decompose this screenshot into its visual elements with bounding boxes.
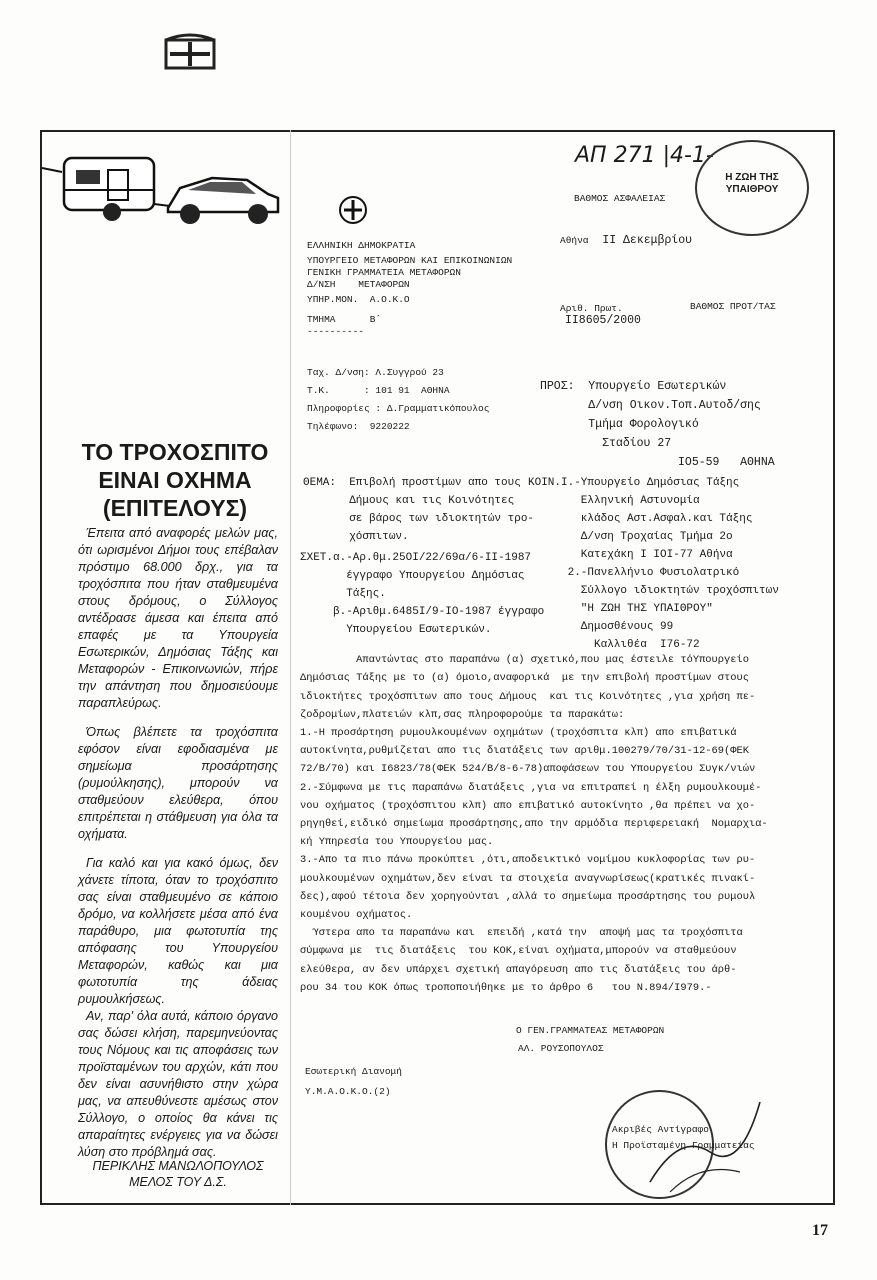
article-paragraph: Έπειτα από αναφορές μελών μας, ότι ωρισμένοι Δήμοι τους επέβαλαν πρόστιμο 68.000 δρχ., για τα τροχόσπιτα που ήταν σταθμευμένα στους δρόμους, ο Σύλλογος αντέδρασε άμεσα και έπειτα από επαφές με τα Υπουργεία Εσωτερικών, Δημόσιας Τάξης και Μεταφορών - Επικοινωνιών, πήρε την απάντηση που δημοσιεύουμε παραπλεύρως. xyxy=(78,526,278,710)
cc-line: Δημοσθένους 99 xyxy=(528,621,674,633)
body-line: νου οχήματος (τροχόσπιτου κλπ) απο επιβατικό αυτοκίνητο ,θα πρέπει να χο- xyxy=(300,799,756,812)
handwritten-protocol: ΑΠ 271 |4-1- xyxy=(575,143,714,168)
body-line: κουμένου οχήματος. xyxy=(300,909,413,922)
date-label: Αθήνα xyxy=(560,235,589,246)
headline-line: ΕΙΝΑΙ ΟΧΗΜΑ xyxy=(98,467,252,493)
letterhead-line: ΥΠΟΥΡΓΕΙΟ ΜΕΤΑΦΟΡΩΝ ΚΑΙ ΕΠΙΚΟΙΝΩΝΙΩΝ xyxy=(307,255,513,266)
article-author xyxy=(78,1158,278,1190)
protocol-number: ΙΙ8605/2000 xyxy=(565,314,641,327)
letterhead-line: Δ/ΝΣΗ ΜΕΤΑΦΟΡΩΝ xyxy=(307,279,410,290)
body-line: Ύστερα απο τα παραπάνω και επειδή ,κατά την αποψή μας τα τροχόσπιτα xyxy=(300,927,743,940)
recipient-line: Δ/νση Οικον.Τοπ.Αυτοδ/σης xyxy=(540,399,761,412)
body-line: ιδιοκτήτες τροχόσπιτων απο τους Δήμους και τις Κοινότητες ,για χρήση πε- xyxy=(300,690,756,703)
headline-line: (ΕΠΙΤΕΛΟΥΣ) xyxy=(102,495,248,521)
contact-line: Ταχ. Δ/νση: Λ.Συγγρού 23 xyxy=(307,367,444,378)
stamp-center-text: Η ΖΩΗ ΤΗΣ ΥΠΑΙΘΡΟΥ xyxy=(725,172,779,195)
letter-body xyxy=(300,633,768,1015)
article-paragraph: Για καλό και για κακό όμως, δεν χάνετε τίποτα, όταν το τροχόσπιτο σας είναι σταθμευμένο σε κάποιο δρόμο, να κολλήσετε μέσα από ένα παράθυρο, μια φωτοτυπία της απόφασης του Υπουργείου Μεταφορών, καθώς και μια φωτοτυπία της άδειας ρυμουλκήσεως. xyxy=(78,856,278,1006)
headline-line: ΤΟ ΤΡΟΧΟΣΠΙΤΟ xyxy=(81,439,269,465)
cc-line: Ελληνική Αστυνομία xyxy=(528,495,700,507)
body-line: 72/Β/70) και Ι6823/78(ΦΕΚ 524/Β/8-6-78)αποφάσεων του Υπουργείου Συγκ/νιών xyxy=(300,763,756,776)
article-paragraph: Όπως βλέπετε τα τροχόσπιτα εφόσον είναι εφοδιασμένα με σημείωμα προσάρτησης (ρυμούλκησης), μπορούν να σταθμεύουν ελεύθερα, όπου επιτρέπεται η στάθμευση για όλα τα οχήματα. xyxy=(78,725,278,841)
signatory-block xyxy=(516,1004,664,1076)
signatory-title: Ο ΓΕΝ.ΓΡΑΜΜΑΤΕΑΣ ΜΕΤΑΦΟΡΩΝ xyxy=(516,1025,665,1036)
article-body xyxy=(78,525,278,1173)
body-line: κή Υπηρεσία του Υπουργείου μας. xyxy=(300,836,494,849)
page-number: 17 xyxy=(812,1222,828,1239)
column-divider xyxy=(290,130,291,1205)
security-classification: ΒΑΘΜΟΣ ΑΣΦΑΛΕΙΑΣ xyxy=(574,193,666,204)
body-line: ζοδρομίων,πλατειών κλπ,σας πληροφορούμε τα παρακάτω: xyxy=(300,708,625,721)
letterhead xyxy=(307,228,512,350)
contact-line: Τηλέφωνο: 9220222 xyxy=(307,421,410,432)
article-headline xyxy=(70,438,280,522)
distribution-line: Εσωτερική Διανομή xyxy=(305,1066,402,1077)
greek-seal-icon xyxy=(338,195,368,225)
article-paragraph: Αν, παρ' όλα αυτά, κάποιο όργανο σας δώσει κλήση, παρεμηνεύοντας τους Νόμους και τις αποφάσεις των προϊσταμένων του αρχών, κάτι που δεν είναι ασυνήθιστο στην χώρα μας, να απευθύνεστε αμέσως στον Σύλλογο, ο οποίος θα κάνει τις απαραίτητες ενέργειες για να δώσει λύση στο πρόβλημά σας. xyxy=(78,1009,278,1159)
distribution-block xyxy=(305,1042,402,1122)
subject-line: ΘΕΜΑ: Επιβολή προστίμων απο τους xyxy=(303,477,521,489)
reference-line: ΣΧΕΤ.α.-Αρ.θμ.25ΟΙ/22/69α/6-ΙΙ-1987 xyxy=(300,552,532,564)
body-line: δες),αφού τέτοια δεν χορηγούνται ,αλλά το σημείωμα προσάρτησης του ρυμουλ xyxy=(300,890,756,903)
cc-line: Σύλλογο ιδιοκτητών τροχόσπιτων xyxy=(528,585,779,597)
cc-line: Δ/νση Τροχαίας Τμήμα 2ο xyxy=(528,531,733,543)
cc-line: ΚΟΙΝ.Ι.-Υπουργείο Δημόσιας Τάξης xyxy=(528,477,740,489)
letterhead-line: ΕΛΛΗΝΙΚΗ ΔΗΜΟΚΡΑΤΙΑ xyxy=(307,240,416,251)
date-value: ΙΙ Δεκεμβρίου xyxy=(602,234,693,247)
certification-line: Η Προϊσταμένη Γραμματείας xyxy=(612,1140,755,1151)
distribution-line: Υ.Μ.Α.Ο.Κ.Ο.(2) xyxy=(305,1086,391,1097)
cc-line: Καλλιθέα Ι76-72 xyxy=(528,639,700,651)
subject-line: χόσπιτων. xyxy=(303,531,409,543)
date-line xyxy=(560,232,692,249)
recipient-line: ΙΟ5-59 ΑΘΗΝΑ xyxy=(540,456,775,469)
handwritten-signature xyxy=(640,1092,770,1202)
association-stamp xyxy=(695,140,809,236)
reference-line: Υπουργείου Εσωτερικών. xyxy=(300,624,492,636)
letterhead-line: ΤΜΗΜΑ Β΄ xyxy=(307,314,382,325)
body-line: ρηγηθεί,ειδικό σημείωμα προσάρτησης,απο την αρμόδια περιφερειακή Νομαρχια- xyxy=(300,818,768,831)
certification-line: Ακριβές Αντίγραφο xyxy=(612,1124,709,1135)
recipient-line: Σταδίου 27 xyxy=(540,437,672,450)
reference-line: Τάξης. xyxy=(300,588,386,600)
priority-classification: ΒΑΘΜΟΣ ΠΡΟΤ/ΤΑΣ xyxy=(690,301,776,312)
body-line: αυτοκίνητα,ρυθμίζεται απο τις διατάξεις των αριθμ.100279/70/31-12-69(ΦΕΚ xyxy=(300,745,749,758)
signatory-name: ΑΛ. ΡΟΥΣΟΠΟΥΛΟΣ xyxy=(518,1043,604,1054)
protocol-label: Αριθ. Πρωτ. xyxy=(560,303,623,314)
body-line: 1.-Η προσάρτηση ρυμουλκουμένων οχημάτων (τροχόσπιτα κλπ) απο επιβατικά xyxy=(300,727,737,740)
body-line: Δημόσιας Τάξης με το (α) όμοιο,αναφορικά με την επιβολή προστίμων στους xyxy=(300,672,749,685)
reference-line: β.-Αριθμ.6485Ι/9-ΙΟ-1987 έγγραφο xyxy=(300,606,545,618)
body-line: σύμφωνα με τις διατάξεις του ΚΟΚ,είναι οχήματα,μπορούν να σταθμεύουν xyxy=(300,945,737,958)
cc-line: Κατεχάκη Ι ΙΟΙ-77 Αθήνα xyxy=(528,549,733,561)
body-line: ρου 34 του ΚΟΚ όπως τροποποιήθηκε με το άρθρο 6 του Ν.894/Ι979.- xyxy=(300,981,712,994)
caravan-car-illustration xyxy=(42,148,282,230)
emblem-icon xyxy=(160,30,220,70)
letterhead-line: ---------- xyxy=(307,326,365,337)
contact-block xyxy=(307,346,489,454)
contact-line: Πληροφορίες : Δ.Γραμματικόπουλος xyxy=(307,403,490,414)
letterhead-line: ΥΠΗΡ.ΜΟΝ. Α.Ο.Κ.Ο xyxy=(307,294,410,305)
body-line: μουλκουμένων οχημάτων,δεν είναι τα στοιχεία αναγνωρίσεως(κρατικές πινακί- xyxy=(300,872,756,885)
reference-line: έγγραφο Υπουργείου Δημόσιας xyxy=(300,570,525,582)
body-line: ελεύθερα, αν δεν υπάρχει σχετική απαγόρευση απο τις διατάξεις του άρθ- xyxy=(300,963,737,976)
body-line: Απαντώντας στο παραπάνω (α) σχετικό,που μας έστειλε τόΥπουργείο xyxy=(300,654,749,667)
cc-line: κλάδος Αστ.Ασφαλ.και Τάξης xyxy=(528,513,753,525)
subject-line: σε βάρος των ιδιοκτητών τρο- xyxy=(303,513,535,525)
cc-line: "Η ΖΩΗ ΤΗΣ ΥΠΑΙΘΡΟΥ" xyxy=(528,603,713,615)
letterhead-line: ΓΕΝΙΚΗ ΓΡΑΜΜΑΤΕΙΑ ΜΕΤΑΦΟΡΩΝ xyxy=(307,267,461,278)
recipient-line: ΠΡΟΣ: Υπουργείο Εσωτερικών xyxy=(540,380,727,393)
cc-line: 2.-Πανελλήνιο Φυσιολατρικό xyxy=(528,567,740,579)
author-name: ΠΕΡΙΚΛΗΣ ΜΑΝΩΛΟΠΟΥΛΟΣ xyxy=(92,1159,264,1173)
body-line: 2.-Σύμφωνα με τις παραπάνω διατάξεις ,για να επιτραπεί η έλξη ρυμουλκουμέ- xyxy=(300,781,762,794)
recipient-line: Τμήμα Φορολογικό xyxy=(540,418,699,431)
author-role: ΜΕΛΟΣ ΤΟΥ Δ.Σ. xyxy=(129,1175,227,1189)
body-line: 3.-Απο τα πιο πάνω προκύπτει ,ότι,αποδεικτικό νομίμου κυκλοφορίας των ρυ- xyxy=(300,854,756,867)
contact-line: Τ.Κ. : 101 91 ΑΘΗΝΑ xyxy=(307,385,450,396)
subject-line: Δήμους και τις Κοινότητες xyxy=(303,495,515,507)
